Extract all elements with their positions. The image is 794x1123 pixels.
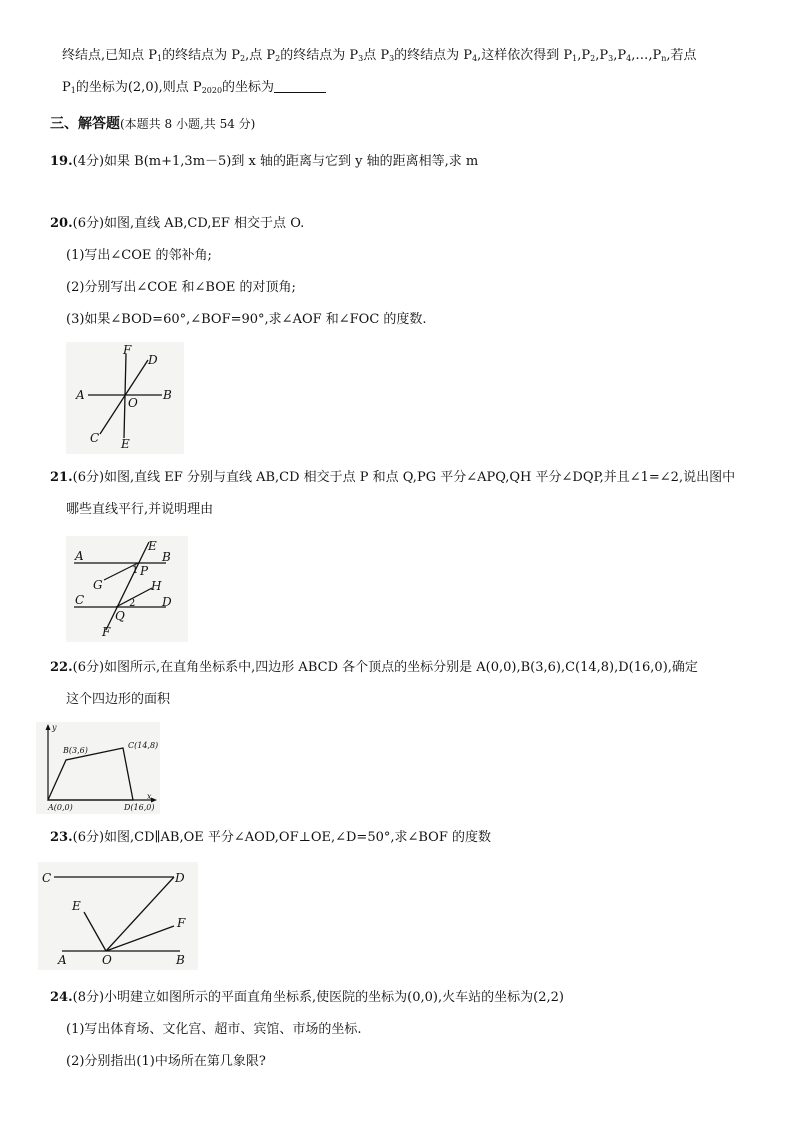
section-heading: 三、解答题(本题共 8 小题,共 54 分)	[50, 116, 256, 132]
label-b: B	[162, 550, 171, 564]
q22-figure	[36, 722, 160, 814]
label-e: E	[72, 899, 81, 913]
q22-text: 22.(6分)如图所示,在直角坐标系中,四边形 ABCD 各个顶点的坐标分别是 A(0,0),B(3,6),C(14,8),D(16,0),确定	[50, 660, 698, 675]
label-two: 2	[129, 598, 136, 609]
label-c: C	[75, 593, 85, 607]
label-c: C	[90, 431, 100, 445]
label-e: E	[148, 539, 157, 553]
q24-text: 24.(8分)小明建立如图所示的平面直角坐标系,使医院的坐标为(0,0),火车站的坐标为(2,2)	[50, 990, 564, 1005]
y-axis-arrow	[46, 724, 51, 730]
label-e: E	[121, 437, 130, 451]
ray-of	[106, 926, 174, 951]
label-a: A	[76, 388, 85, 402]
q18-line1: 终结点,已知点 $P_1$的终结点为 $P_2$,点 $P_2$的终结点为 $P_3$点 $P_3$的终结点为 $P_4$,这样依次得到 $P_1,P_2,P_3,P_4,\dots,P_n$,若点	[62, 48, 697, 63]
label-x: x	[147, 792, 152, 801]
label-y: y	[52, 723, 57, 732]
label-o: O	[102, 953, 112, 967]
q20-part1: (1)写出∠COE 的邻补角;	[66, 248, 212, 263]
q24-part2: (2)分别指出(1)中场所在第几象限?	[66, 1054, 266, 1069]
q21-text: 21.(6分)如图,直线 EF 分别与直线 AB,CD 相交于点 P 和点 Q,PG 平分∠APQ,QH 平分∠DQP,并且∠1=∠2,说出图中	[50, 470, 736, 485]
q21-text2: 哪些直线平行,并说明理由	[66, 502, 214, 517]
label-c: C(14,8)	[128, 741, 159, 750]
q20-part3: (3)如果∠BOD=60°,∠BOF=90°,求∠AOF 和∠FOC 的度数.	[66, 312, 427, 327]
q24-part1: (1)写出体育场、文化宫、超市、宾馆、市场的坐标.	[66, 1022, 362, 1037]
q18-line2: $P_1$的坐标为(2,0),则点 $P_{2020}$的坐标为	[62, 78, 326, 98]
q21-figure	[66, 536, 188, 642]
label-b: B(3,6)	[63, 746, 88, 755]
label-f: F	[102, 625, 111, 639]
label-p: P	[140, 564, 149, 578]
q20-figure	[66, 342, 184, 454]
label-a: A	[75, 549, 84, 563]
q20-text: 20.(6分)如图,直线 AB,CD,EF 相交于点 O.	[50, 216, 305, 231]
q23-text: 23.(6分)如图,CD∥AB,OE 平分∠AOD,OF⊥OE,∠D=50°,求∠BOF 的度数	[50, 830, 491, 845]
label-one: 1	[132, 565, 139, 576]
x-axis-arrow	[151, 798, 157, 803]
label-g: G	[93, 578, 103, 592]
label-d: D	[162, 595, 172, 609]
quadrilateral-abcd	[48, 748, 133, 800]
label-b: B	[176, 953, 185, 967]
ray-od	[106, 877, 174, 951]
label-c: C	[42, 871, 52, 885]
label-d: D	[148, 353, 158, 367]
label-a: A(0,0)	[48, 803, 73, 812]
ray-oe	[84, 912, 106, 951]
label-h: H	[151, 579, 162, 593]
q23-figure	[38, 862, 198, 970]
label-d: D(16,0)	[124, 803, 155, 812]
label-o: O	[128, 396, 138, 410]
label-a: A	[58, 953, 67, 967]
label-f: F	[177, 916, 186, 930]
line-ef	[106, 542, 149, 630]
q19-text: 19.(4分)如果 B(m+1,3m－5)到 x 轴的距离与它到 y 轴的距离相等,求 m	[50, 154, 479, 169]
answer-blank[interactable]	[274, 78, 326, 93]
label-q: Q	[115, 609, 125, 623]
label-d: D	[175, 871, 185, 885]
q20-part2: (2)分别写出∠COE 和∠BOE 的对顶角;	[66, 280, 296, 295]
q22-text2: 这个四边形的面积	[66, 692, 171, 707]
label-b: B	[163, 388, 172, 402]
label-f: F	[123, 343, 132, 357]
